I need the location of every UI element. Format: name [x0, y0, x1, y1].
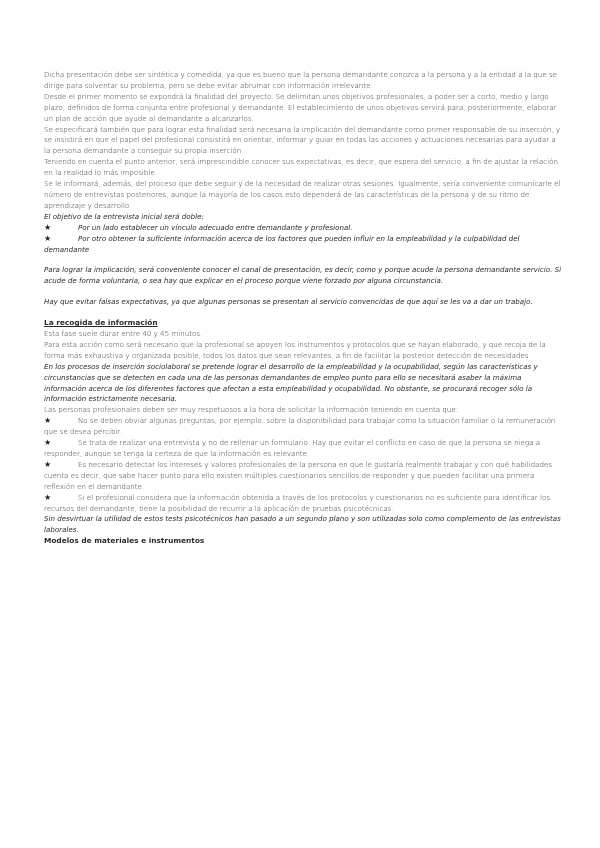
section-heading: La recogida de información — [44, 318, 158, 328]
respect-item-3 — [44, 460, 564, 493]
objective-text-2: Por otro obtener la suficiente información acerca de los factores que pueden influir en la empleabilidad y la culpabilidad del demandante — [44, 233, 520, 254]
intro-paragraph-3: Se especificará también que para lograr esta finalidad será necesaria la implicación del demandante como primer responsable de su inserción, y se insistirá en que el papel del profesional consistirá en orientar, informar y guiar en todas las acciones y actuaciones necesarias para ayudar a la persona demandante a conseguir su propia inserción. — [44, 124, 561, 156]
star-bullet-icon: ★ — [44, 233, 52, 243]
section-paragraph-2: Para esta acción como será necesario que la profesional se apoyen los instrumentos y protocolos que se hayan elaborado, y que recoja de la forma más exhaustiva y organizada posible, todos los datos que sean relevantes, a fin de facilitar la posterior detección de necesidades. — [44, 339, 546, 360]
respect-item-4 — [44, 493, 564, 515]
star-bullet-icon: ★ — [44, 416, 52, 426]
intro-paragraph-2: Desde el primer momento se expondrá la finalidad del proyecto. Se delimitan unos objetivos profesionales, a poder ser a corto, medio y largo plazo, definidos de forma conjunta entre profesional y demandante. El establecimiento de unos objetivos servirá para, posteriormente, elaborar un plan de acción que ayude al demandante a alcanzarlos. — [44, 91, 557, 123]
respect-intro: Las personas profesionales deben ser muy respetuosos a la hora de solicitar la información teniendo en cuenta que: — [44, 405, 459, 415]
final-heading: Modelos de materiales e instrumentos — [44, 536, 205, 546]
star-bullet-icon: ★ — [44, 438, 52, 448]
intro-paragraph-4: Teniendo en cuenta el punto anterior, será imprescindible conocer sus expectativas, es decir, que espera del servicio, a fin de ajustar la relación en la realidad lo más imposible. — [44, 157, 558, 178]
star-bullet-icon: ★ — [44, 222, 52, 232]
star-bullet-icon: ★ — [44, 459, 52, 469]
respect-item-1 — [44, 416, 564, 438]
respect-text-2: Se trata de realizar una entrevista y no de rellenar un formulario. Hay que evitar el conflicto en caso de que la persona se niega a responder, aunque se tenga la certeza de que la información es relevante. — [44, 438, 541, 458]
section-italic-paragraph: En los procesos de inserción sociolaboral se pretende lograr el desarrollo de la empleabilidad y la ocupabilidad, según las características y circunstancias que se detecten en cada una de las personas demandantes de empleo punto para ello se necesitará asaber la máxima información acerca de los diferentes factores que afectan a esta empleabilidad y ocupabilidad. No obstante, se procurará recoger sólo la información estrictamente necesaria. — [44, 361, 538, 404]
intro-paragraph-1: Dicha presentación debe ser sintética y comedida, ya que es bueno que la persona demandante conozca a la persona y a la entidad a la que se dirige para solventar su problema, pero se debe evitar abrumar con información irrelevante. — [44, 70, 558, 90]
document-page — [44, 70, 564, 547]
objective-item-2 — [44, 234, 564, 256]
star-bullet-icon: ★ — [44, 492, 52, 502]
objective-item-1 — [44, 223, 564, 234]
closing-italic-paragraph: Sin desvirtuar la utilidad de estos tests psicotécnicos han pasado a un segundo plano y son utilizadas solo como complemento de las entrevistas laborales. — [44, 514, 561, 535]
objective-intro: El objetivo de la entrevista inicial será doble: — [44, 211, 204, 221]
section-paragraph-1: Esta fase suele durar entre 40 y 45 minutos. — [44, 329, 203, 339]
respect-item-2 — [44, 438, 564, 460]
intro-paragraph-5: Se le informará, además, del proceso que debe seguir y de la necesidad de realizar otras sesiones. Igualmente, sería conveniente comunicarle el número de entrevistas posteriores, aunque la mayoría de los casos esto dependerá de las características de la persona y de su ritmo de aprendizaje y desarrollo. — [44, 179, 561, 210]
expectations-paragraph: Hay que evitar falsas expectativas, ya que algunas personas se presentan al servicio convencidas de que aquí se les va a dar un trabajo. — [44, 297, 533, 307]
implication-paragraph: Para lograr la implicación, será conveniente conocer el canal de presentación, es decir, como y porque acude la persona demandante servicio. Si acude de forma voluntaria, o sea hay que explicar en el proceso porque viene forzado por alguna circunstancia. — [44, 265, 562, 286]
respect-text-1: No se deben obviar algunas preguntas, por ejemplo: sobre la disponibilidad para trabajar como la situación familiar o la remuneración que se desea percibir. — [44, 416, 556, 437]
respect-text-4: Si el profesional considera que la información obtenida a través de los protocolos y cuestionarios no es suficiente para identificar los recursos del demandante, tiene la posibilidad de recurrir a la aplicación de pruebas psicotécnicas. — [44, 492, 551, 513]
objective-text-1: Por un lado establecer un vínculo adecuado entre demandante y profesional. — [78, 222, 353, 232]
respect-text-3: Es necesario detectar los intereses y valores profesionales de la persona en que le gustaría realmente trabajar y con qué habilidades cuenta es decir, que sabe hacer punto para ello existen múltiples cuestionarios sencillos de responder y que pueden facilitar una primera reflexión en el demandante. — [44, 459, 553, 491]
